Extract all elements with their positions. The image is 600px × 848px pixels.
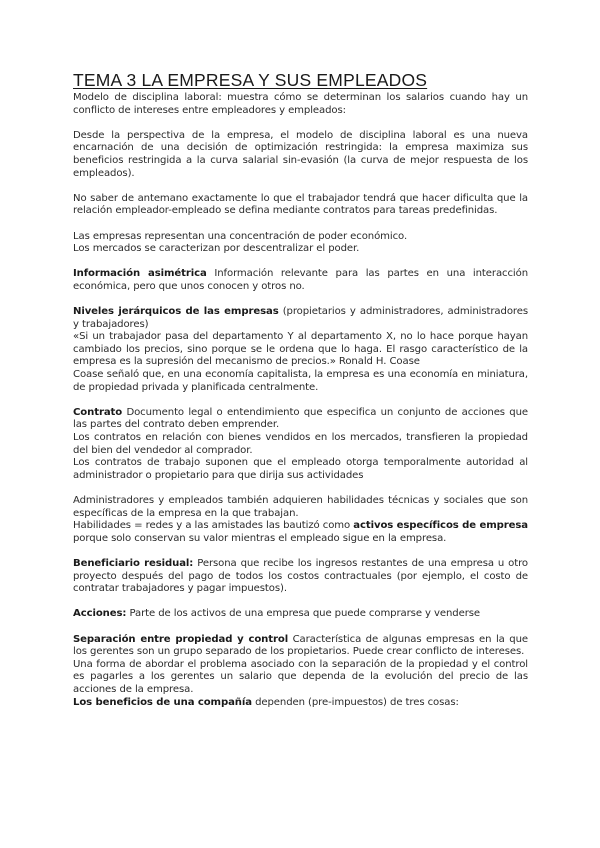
page-title: TEMA 3 LA EMPRESA Y SUS EMPLEADOS <box>73 70 428 90</box>
paragraph-contract-goods: Los contratos en relación con bienes vendidos en los mercados, transfieren la propiedad del bien del vendedor al comprador. <box>73 432 528 456</box>
paragraph-power-1: Las empresas representan una concentración de poder económico. <box>73 230 408 242</box>
term-specific-assets: activos específicos de empresa <box>353 520 529 532</box>
paragraph-profits: Los beneficios de una compañía dependen (pre-impuestos) de tres cosas: <box>73 696 459 708</box>
paragraph-skills: Administradores y empleados también adquieren habilidades técnicas y sociales que son específicas de la empresa en la que trabajan. <box>73 495 528 519</box>
paragraph-residual-claimant: Beneficiario residual: Persona que recibe los ingresos restantes de una empresa u otro proyecto después del pago de todos los costos contractuales (por ejemplo, el costo de contratar trabajadores y pagar impuestos). <box>73 557 529 595</box>
term-asymmetric-info: Información asimétrica <box>73 268 207 280</box>
paragraph-shares: Acciones: Parte de los activos de una empresa que puede comprarse y venderse <box>73 608 481 620</box>
term-shares: Acciones: <box>73 608 127 620</box>
paragraph-manager-pay: Una forma de abordar el problema asociado con la separación de la propiedad y el control es pagarles a los gerentes un salario que dependa de la evolución del precio de las acciones de la empresa. <box>73 658 528 695</box>
paragraph-contract: Contrato Documento legal o entendimiento que especifica un conjunto de acciones que las partes del contrato deben emprender. <box>73 406 529 431</box>
paragraph-perspective: Desde la perspectiva de la empresa, el modelo de disciplina laboral es una nueva encarnación de una decisión de optimización restringida: la empresa maximiza sus beneficios restringida a la curva salarial sin-evasión (la curva de mejor respuesta de los empleados). <box>73 129 528 179</box>
term-profits: Los beneficios de una compañía <box>73 696 252 708</box>
term-ownership-control: Separación entre propiedad y control <box>73 633 289 645</box>
paragraph-contract-work: Los contratos de trabajo suponen que el empleado otorga temporalmente autoridad al administrador o propietario para que dirija sus actividades <box>73 457 528 481</box>
paragraph-ownership-control: Separación entre propiedad y control Característica de algunas empresas en la que los gerentes son un grupo separado de los propietarios. Puede crear conflicto de intereses. <box>73 633 528 658</box>
paragraph-intro: Modelo de disciplina laboral: muestra cómo se determinan los salarios cuando hay un conflicto de intereses entre empleadores y empleados: <box>73 92 528 116</box>
paragraph-asymmetric-info: Información asimétrica Información relevante para las partes en una interacción económica, pero que unos conocen y otros no. <box>73 268 529 292</box>
paragraph-hierarchy: Niveles jerárquicos de las empresas (propietarios y administradores, administradores y trabajadores) <box>73 306 528 330</box>
paragraph-coase-quote: «Si un trabajador pasa del departamento Y al departamento X, no lo hace porque hayan cambiado los precios, sino porque se le ordena que lo haga. El rasgo característico de la empresa es la supresión del mecanismo de precios.» Ronald H. Coase <box>73 331 528 368</box>
term-hierarchy: Niveles jerárquicos de las empresas <box>73 306 279 318</box>
paragraph-power-2: Los mercados se caracterizan por descentralizar el poder. <box>73 243 360 255</box>
paragraph-coase: Coase señaló que, en una economía capitalista, la empresa es una economía en miniatura, de propiedad privada y planificada centralmente. <box>73 369 528 393</box>
term-residual-claimant: Beneficiario residual: <box>73 557 194 569</box>
paragraph-contracts-tasks: No saber de antemano exactamente lo que el trabajador tendrá que hacer dificulta que la relación empleador-empleado se defina mediante contratos para tareas predefinidas. <box>73 192 528 217</box>
document-body <box>73 70 528 709</box>
term-contract: Contrato <box>73 406 123 418</box>
paragraph-specific-assets: Habilidades = redes y a las amistades las bautizó como activos específicos de empresa porque solo conservan su valor mientras el empleado sigue en la empresa. <box>73 520 529 544</box>
